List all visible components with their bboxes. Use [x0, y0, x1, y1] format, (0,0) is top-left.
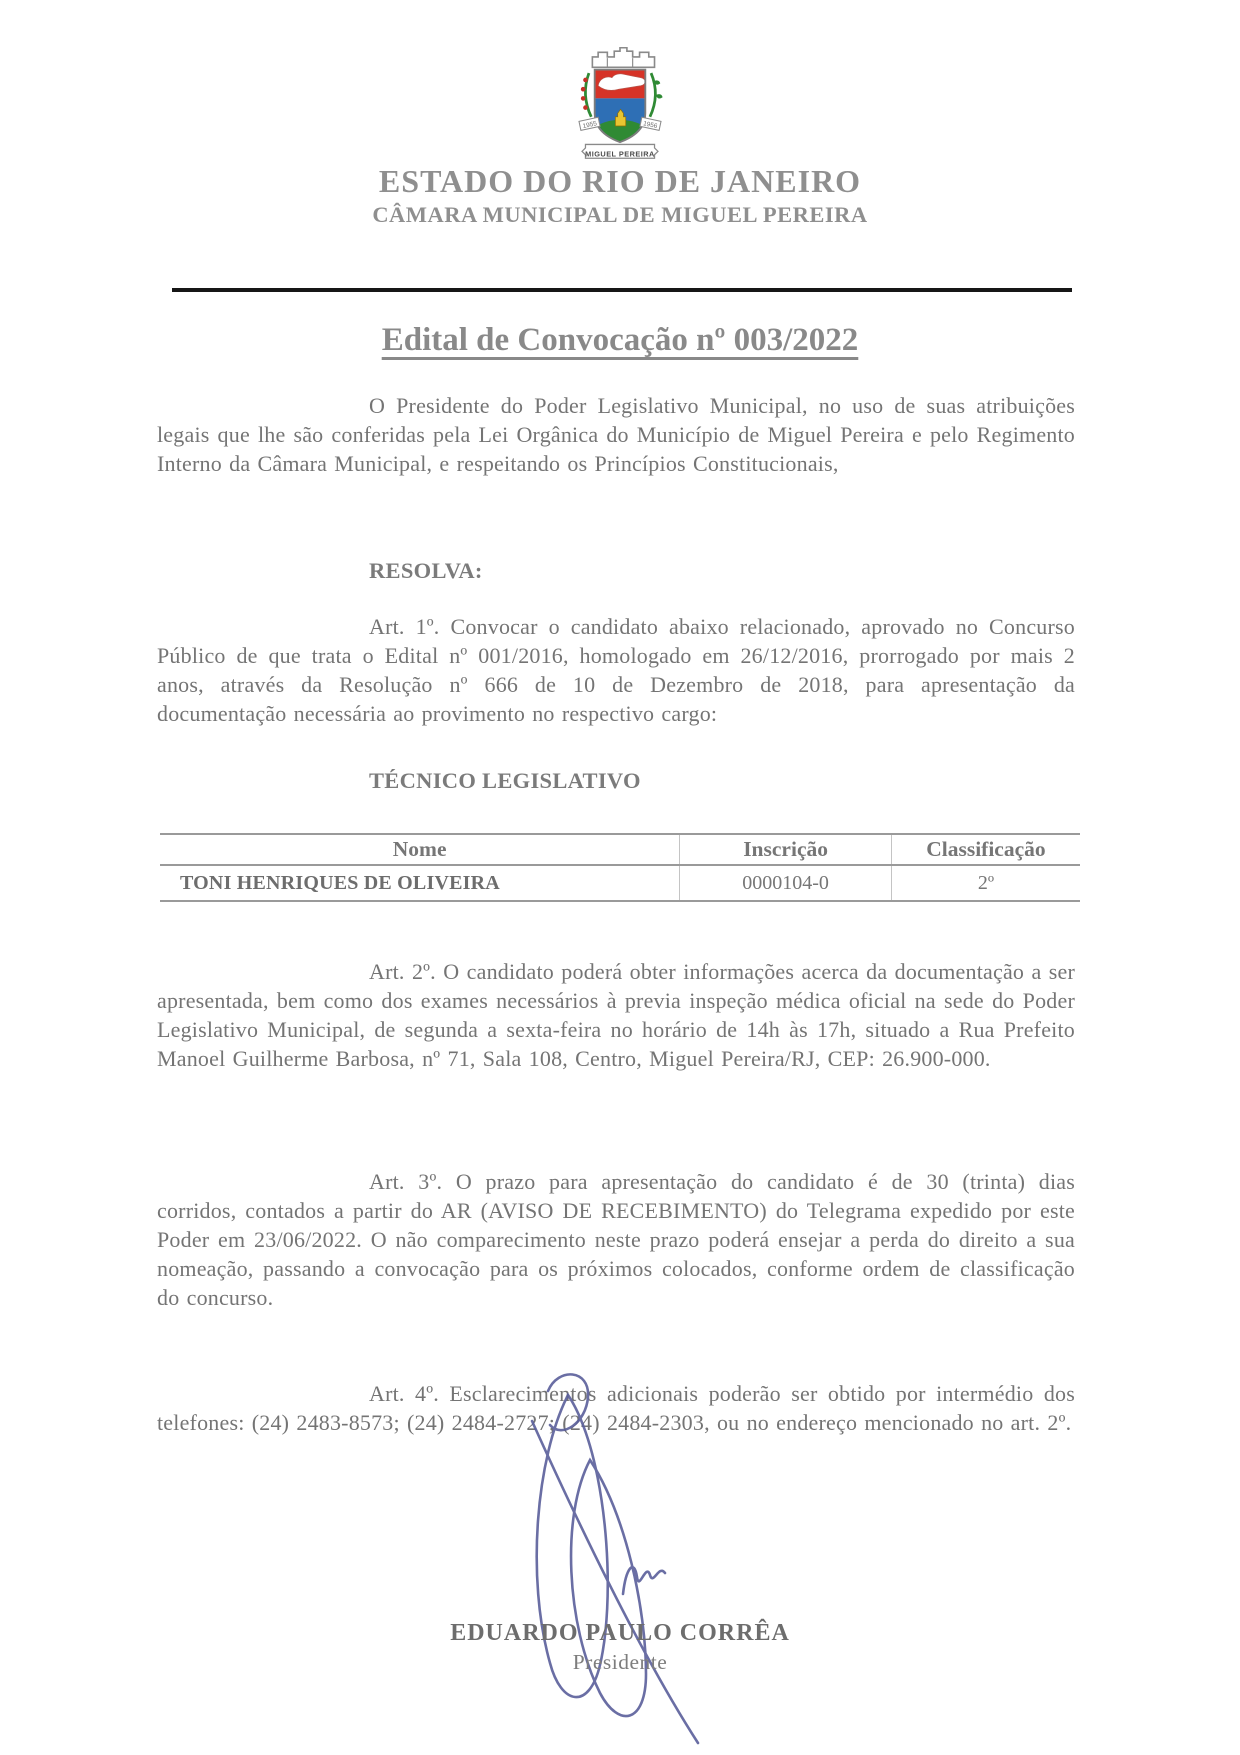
signature-diagonal	[532, 1421, 698, 1743]
table-row	[160, 865, 1080, 901]
paragraph-art4: Art. 4º. Esclarecimentos adicionais poderão ser obtido por intermédio dos telefones: (24) 2483-8573; (24) 2484-2727; (24) 2484-2303, ou no endereço mencionado no art. 2º.	[157, 1381, 1075, 1435]
candidate-inscription: 0000104-0	[680, 865, 892, 901]
crest-year-right: 1956	[642, 120, 658, 131]
candidate-name: TONI HENRIQUES DE OLIVEIRA	[160, 865, 680, 901]
resolve-heading: RESOLVA:	[369, 558, 483, 583]
crest-banner: MIGUEL PEREIRA	[585, 149, 655, 159]
position-heading: TÉCNICO LEGISLATIVO	[369, 768, 641, 793]
paragraph-art2: Art. 2º. O candidato poderá obter informações acerca da documentação a ser apresentada, bem como dos exames necessários à previa inspeção médica oficial na sede do Poder Legislativo Municipal, de segunda a sexta-feira no horário de 14h às 17h, situado a Rua Prefeito Manoel Guilherme Barbosa, nº 71, Sala 108, Centro, Miguel Pereira/RJ, CEP: 26.900-000.	[157, 959, 1075, 1071]
document-title: Edital de Convocação nº 003/2022	[381, 322, 859, 358]
column-header-nome: Nome	[160, 834, 680, 865]
signature-squiggle	[623, 1567, 665, 1594]
header-divider	[172, 288, 1072, 292]
coat-of-arms	[556, 42, 684, 164]
paragraph-art3: Art. 3º. O prazo para apresentação do candidato é de 30 (trinta) dias corridos, contados a partir do AR (AVISO DE RECEBIMENTO) do Telegrama expedido por este Poder em 23/06/2022. O não comparecimento neste prazo poderá ensejar a perda do direito a sua nomeação, passando a convocação para os próximos colocados, conforme ordem de classificação do concurso.	[157, 1169, 1075, 1310]
paragraph-intro: O Presidente do Poder Legislativo Municipal, no uso de suas atribuições legais que lhe são conferidas pela Lei Orgânica do Município de Miguel Pereira e pelo Regimento Interno da Câmara Municipal, e respeitando os Princípios Constitucionais,	[157, 393, 1075, 476]
column-header-inscricao: Inscrição	[680, 834, 892, 865]
crown-icon	[592, 48, 654, 68]
candidate-table	[160, 833, 1080, 902]
state-heading: ESTADO DO RIO DE JANEIRO	[378, 163, 862, 199]
chamber-heading: CÂMARA MUNICIPAL DE MIGUEL PEREIRA	[372, 202, 868, 227]
candidate-rank: 2º	[891, 865, 1080, 901]
right-branch-icon	[650, 73, 655, 117]
signer-role: Presidente	[572, 1650, 668, 1674]
table-header-row	[160, 834, 1080, 865]
crest-year-left: 1955	[582, 120, 598, 131]
signer-name: EDUARDO PAULO CORRÊA	[450, 1620, 790, 1646]
column-header-classificacao: Classificação	[891, 834, 1080, 865]
signature-loop-inner	[571, 1460, 646, 1716]
paragraph-art1: Art. 1º. Convocar o candidato abaixo relacionado, aprovado no Concurso Público de que trata o Edital nº 001/2016, homologado em 26/12/2016, prorrogado por mais 2 anos, através da Resolução nº 666 de 10 de Dezembro de 2018, para apresentação da documentação necessária ao provimento no respectivo cargo:	[157, 614, 1075, 726]
